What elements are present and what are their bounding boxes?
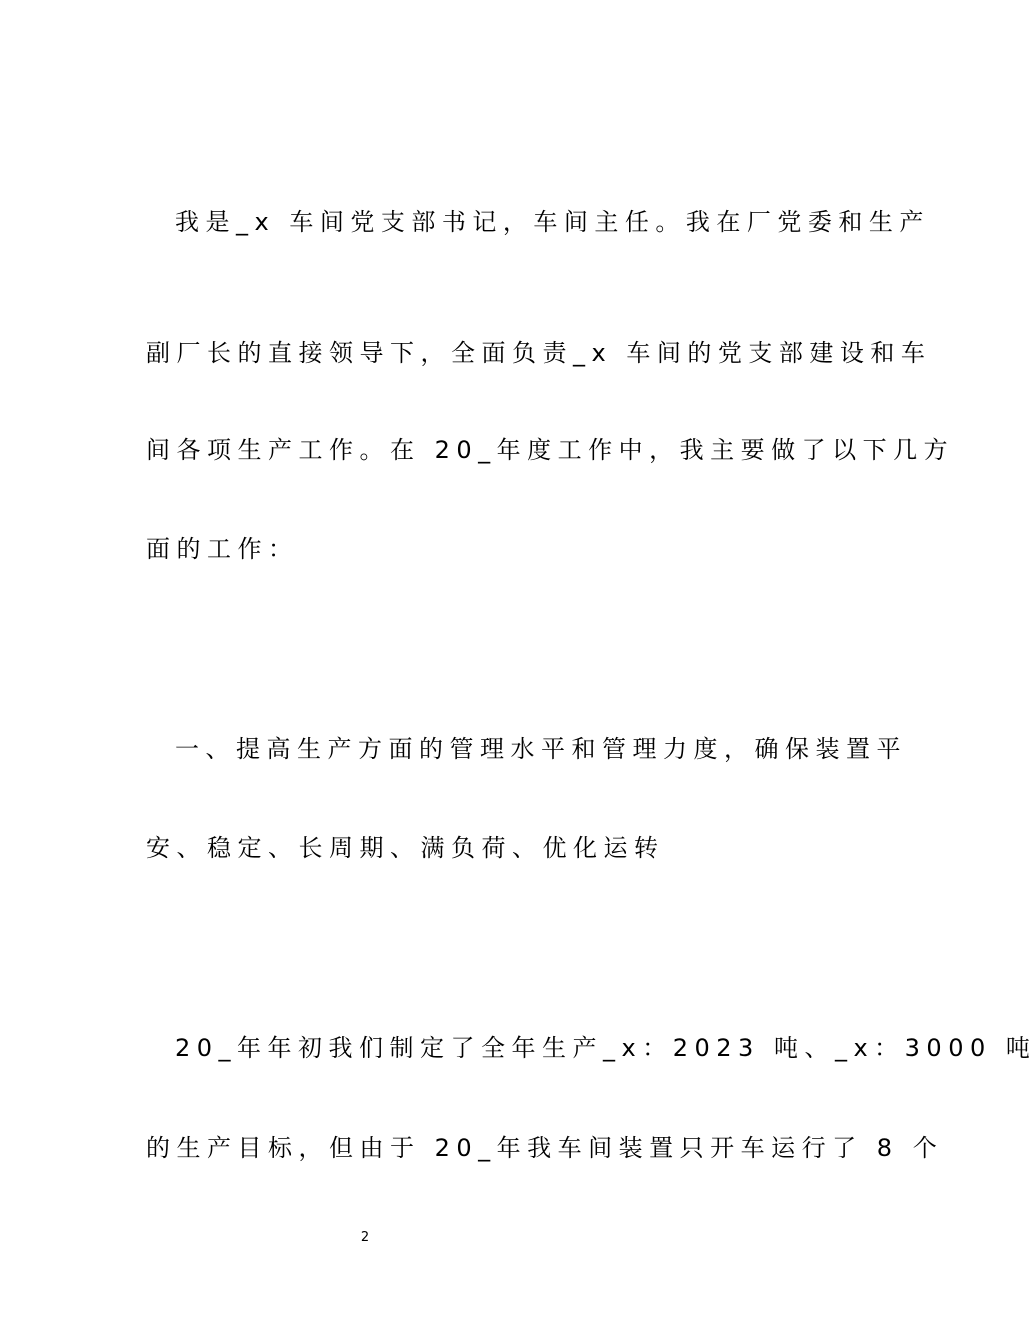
paragraph-1-line-2: 副厂长的直接领导下，全面负责_x 车间的党支部建设和车 bbox=[146, 339, 932, 367]
paragraph-2-line-1: 一、提高生产方面的管理水平和管理力度，确保装置平 bbox=[175, 735, 907, 763]
paragraph-2-line-2: 安、稳定、长周期、满负荷、优化运转 bbox=[146, 834, 665, 862]
paragraph-1-line-4: 面的工作： bbox=[146, 535, 299, 563]
paragraph-3-line-1: 20_年年初我们制定了全年生产_x：2023 吨、_x：3000 吨 bbox=[175, 1034, 1036, 1062]
paragraph-1-line-1: 我是_x 车间党支部书记，车间主任。我在厂党委和生产 bbox=[175, 208, 930, 236]
paragraph-3-line-2: 的生产目标，但由于 20_年我车间装置只开车运行了 8 个 bbox=[146, 1134, 944, 1162]
paragraph-1-line-3: 间各项生产工作。在 20_年度工作中，我主要做了以下几方 bbox=[146, 436, 955, 464]
page-number: 2 bbox=[360, 1230, 370, 1245]
